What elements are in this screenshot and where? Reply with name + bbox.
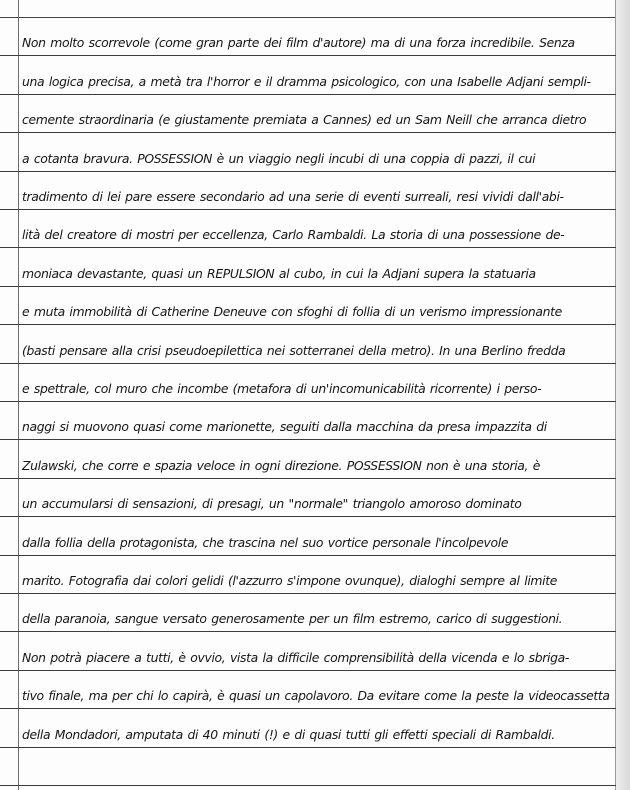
- handwritten-line: marito. Fotografia dai colori gelidi (l'azzurro s'impone ovunque), dialoghi sempre al limite: [22, 572, 557, 588]
- ruled-line: [0, 95, 616, 133]
- handwritten-line: naggi si muovono quasi come marionette, seguiti dalla macchina da presa impazzita di: [22, 419, 547, 435]
- ruled-line: [0, 632, 616, 670]
- ruled-line: [0, 364, 616, 402]
- handwritten-line: dalla follia della protagonista, che trascina nel suo vortice personale l'incolpevole: [22, 534, 509, 550]
- handwritten-line: lità del creatore di mostri per eccellenza, Carlo Rambaldi. La storia di una possessione de-: [22, 227, 565, 243]
- handwritten-line: e spettrale, col muro che incombe (metafora di un'incomunicabilità ricorrente) i perso-: [22, 380, 542, 396]
- ruled-line: [0, 287, 616, 325]
- ruled-line: [0, 133, 616, 171]
- ruled-line: [0, 172, 616, 210]
- ruled-line: [0, 210, 616, 248]
- ruled-line: [0, 479, 616, 517]
- ruled-line: [0, 248, 616, 286]
- handwritten-line: moniaca devastante, quasi un REPULSION al cubo, in cui la Adjani supera la statuaria: [22, 265, 536, 281]
- page-edge: [615, 0, 630, 790]
- ruled-line: [0, 671, 616, 709]
- handwritten-line: un accumularsi di sensazioni, di presagi, un "normale" triangolo amoroso dominato: [22, 496, 522, 512]
- handwritten-line: (basti pensare alla crisi pseudoepilettica nei sotterranei della metro). In una Berlino fredda: [22, 342, 566, 358]
- handwritten-line: a cotanta bravura. POSSESSION è un viaggio negli incubi di una coppia di pazzi, il cui: [22, 150, 536, 166]
- handwritten-line: Non molto scorrevole (come gran parte dei film d'autore) ma di una forza incredibile. Senza: [22, 35, 575, 51]
- ruled-line: [0, 709, 616, 747]
- handwritten-line: Zulawski, che corre e spazia veloce in ogni direzione. POSSESSION non è una storia, è: [22, 457, 541, 473]
- handwritten-line: Non potrà piacere a tutti, è ovvio, vista la difficile comprensibilità della vicenda e lo sbriga-: [22, 649, 569, 665]
- handwritten-line: e muta immobilità di Catherine Deneuve con sfoghi di follia di un verismo impressionante: [22, 304, 562, 320]
- ruled-line: [0, 594, 616, 632]
- ruled-line: [0, 556, 616, 594]
- handwritten-line: una logica precisa, a metà tra l'horror e il dramma psicologico, con una Isabelle Adjani sempli-: [22, 73, 591, 89]
- ruled-line: [0, 748, 616, 786]
- handwritten-line: della paranoia, sangue versato generosamente per un film estremo, carico di suggestioni.: [22, 611, 563, 627]
- ruled-line: [0, 402, 616, 440]
- handwritten-line: della Mondadori, amputata di 40 minuti (!) e di quasi tutti gli effetti speciali di Rambaldi.: [22, 726, 555, 742]
- ruled-line: [0, 18, 616, 56]
- handwritten-line: tivo finale, ma per chi lo capirà, è quasi un capolavoro. Da evitare come la peste la videocassetta: [22, 688, 610, 704]
- ruled-line: [0, 56, 616, 94]
- ruled-line: [0, 517, 616, 555]
- ruled-line: [0, 440, 616, 478]
- handwritten-line: tradimento di lei pare essere secondario ad una serie di eventi surreali, resi vividi dall'abi-: [22, 188, 564, 204]
- handwritten-line: cemente straordinaria (e giustamente premiata a Cannes) ed un Sam Neill che arranca dietro: [22, 112, 587, 128]
- ruled-line: [0, 325, 616, 363]
